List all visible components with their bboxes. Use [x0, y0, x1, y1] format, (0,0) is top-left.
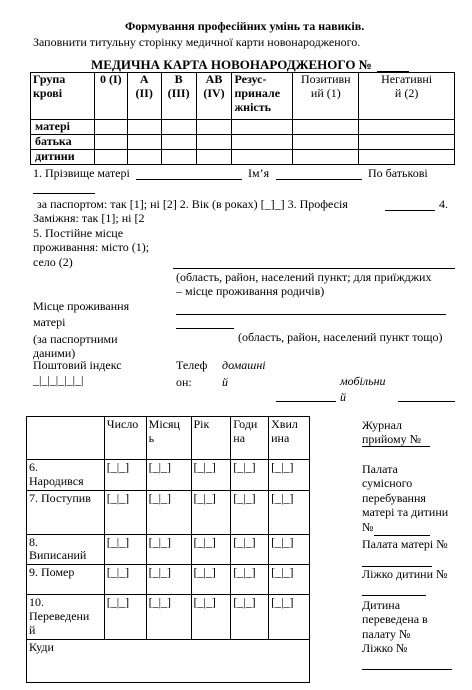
- patronymic-field[interactable]: [33, 193, 95, 194]
- col-blood-group: Група крові: [31, 73, 95, 120]
- table-row: [27, 490, 310, 534]
- col-minutes: Хвил ина: [269, 417, 310, 460]
- postal-index-field[interactable]: _|_|_|_|_|_|: [33, 373, 84, 387]
- journal-label: Журнал прийому №: [362, 418, 422, 447]
- passport-residence-field-1[interactable]: [176, 314, 446, 315]
- date-cell[interactable]: [_|_]: [231, 460, 269, 491]
- col-year: Рік: [191, 417, 231, 460]
- page-title: Формування професійних умінь та навиків.: [125, 19, 365, 33]
- col-rh-factor: Резус- принале жність: [232, 73, 293, 120]
- item-4-label: 4.: [439, 197, 448, 211]
- where-transferred-field[interactable]: [27, 640, 310, 683]
- date-cell[interactable]: [_|_]: [104, 460, 146, 491]
- date-cell[interactable]: [_|_]: [191, 490, 231, 534]
- date-cell[interactable]: [_|_]: [104, 565, 146, 595]
- date-cell[interactable]: [_|_]: [191, 595, 231, 640]
- date-cell[interactable]: [_|_]: [269, 534, 310, 565]
- row-label-born: 6. Народився: [27, 460, 105, 491]
- phone-label: Телеф он:: [176, 358, 208, 390]
- date-cell[interactable]: [_|_]: [104, 490, 146, 534]
- table-row: [31, 149, 455, 164]
- row-label-father: батька: [31, 134, 95, 149]
- col-group-b: В (III): [161, 73, 196, 120]
- mother-ward-label: Палата матері №: [362, 537, 448, 551]
- col-month: Місяц ь: [146, 417, 191, 460]
- passport-residence-field-2[interactable]: [176, 328, 234, 329]
- date-cell[interactable]: [_|_]: [104, 595, 146, 640]
- date-cell[interactable]: [_|_]: [146, 460, 191, 491]
- phone-home-field[interactable]: [276, 401, 336, 402]
- child-bed-field[interactable]: [362, 595, 426, 596]
- row-label-mother: матері: [31, 120, 95, 135]
- residence-label: 5. Постійне місце проживання: місто (1); село (2): [33, 226, 150, 269]
- table-row: [31, 134, 455, 149]
- col-group-0: 0 (I): [94, 73, 127, 120]
- married-line: Заміжня: так [1]; ні [2: [33, 211, 145, 225]
- profession-field[interactable]: [385, 210, 435, 211]
- date-cell[interactable]: [_|_]: [269, 490, 310, 534]
- where-transferred-label: Куди: [29, 640, 54, 655]
- row-label-child: дитини: [31, 149, 95, 164]
- table-row: [27, 460, 310, 491]
- col-group-a: А (II): [127, 73, 161, 120]
- date-cell[interactable]: [_|_]: [191, 460, 231, 491]
- passport-residence-note: (область, район, населений пункт тощо): [238, 330, 443, 344]
- postal-index-label: Поштовий індекс: [33, 358, 122, 372]
- row-label-died: 9. Помер: [27, 565, 105, 595]
- date-cell[interactable]: [_|_]: [191, 565, 231, 595]
- date-cell[interactable]: [_|_]: [191, 534, 231, 565]
- phone-mobile-label: мобільни й: [340, 374, 386, 405]
- table-row: [27, 565, 310, 595]
- table-row: [27, 534, 310, 565]
- date-cell[interactable]: [_|_]: [104, 534, 146, 565]
- table-row: [31, 120, 455, 135]
- date-cell[interactable]: [_|_]: [231, 534, 269, 565]
- mother-surname-field[interactable]: [136, 179, 242, 180]
- mother-surname-label: 1. Прізвище матері: [33, 166, 130, 180]
- residence-field[interactable]: [173, 268, 455, 269]
- col-rh-negative: Негативні й (2): [359, 73, 455, 120]
- mother-name-field[interactable]: [276, 179, 362, 180]
- col-group-ab: АВ (IV): [196, 73, 232, 120]
- passport-residence-label: Місце проживання матері (за паспортними даними): [33, 299, 130, 361]
- col-day: Число: [104, 417, 146, 460]
- date-cell[interactable]: [_|_]: [269, 565, 310, 595]
- date-cell[interactable]: [_|_]: [231, 565, 269, 595]
- card-title: МЕДИЧНА КАРТА НОВОНАРОДЖЕНОГО №: [91, 57, 372, 72]
- date-cell[interactable]: [_|_]: [146, 534, 191, 565]
- date-cell[interactable]: [_|_]: [146, 490, 191, 534]
- date-cell[interactable]: [_|_]: [146, 565, 191, 595]
- date-cell[interactable]: [_|_]: [231, 595, 269, 640]
- mother-name-label: Ім’я: [248, 166, 270, 180]
- instruction-text: Заповнити титульну сторінку медичної карти новонародженого.: [33, 35, 361, 49]
- transferred-bed-field[interactable]: [362, 669, 452, 670]
- transferred-child-label: Дитина переведена в палату № Ліжко №: [362, 598, 428, 656]
- blood-group-table: [30, 72, 455, 165]
- col-rh-positive: Позитивн ий (1): [293, 73, 359, 120]
- date-cell[interactable]: [_|_]: [231, 490, 269, 534]
- child-bed-label: Ліжко дитини №: [362, 567, 448, 581]
- patronymic-label: По батькові: [368, 166, 428, 180]
- table-row: [27, 595, 310, 640]
- residence-note: (область, район, населений пункт; для приїжджих – місце проживання родичів): [176, 270, 432, 299]
- phone-home-label: домашні й: [222, 358, 266, 390]
- dates-table: [26, 416, 310, 683]
- row-label-discharged: 8. Виписаний: [27, 534, 105, 565]
- col-hours: Годи на: [231, 417, 269, 460]
- journal-field[interactable]: [362, 446, 430, 447]
- date-cell[interactable]: [_|_]: [146, 595, 191, 640]
- phone-mobile-field[interactable]: [398, 401, 455, 402]
- joint-ward-field[interactable]: [374, 535, 430, 536]
- joint-ward-label: Палата сумісного перебування матері та дитини №: [362, 462, 449, 534]
- row-label-admitted: 7. Поступив: [27, 490, 105, 534]
- row-label-transferred: 10. Переведени й: [27, 595, 105, 640]
- date-cell[interactable]: [_|_]: [269, 460, 310, 491]
- passport-age-profession-line: за паспортом: так [1]; ні [2] 2. Вік (в роках) [_]_] 3. Професія: [37, 197, 348, 211]
- table-row: [27, 640, 310, 683]
- date-cell[interactable]: [_|_]: [269, 595, 310, 640]
